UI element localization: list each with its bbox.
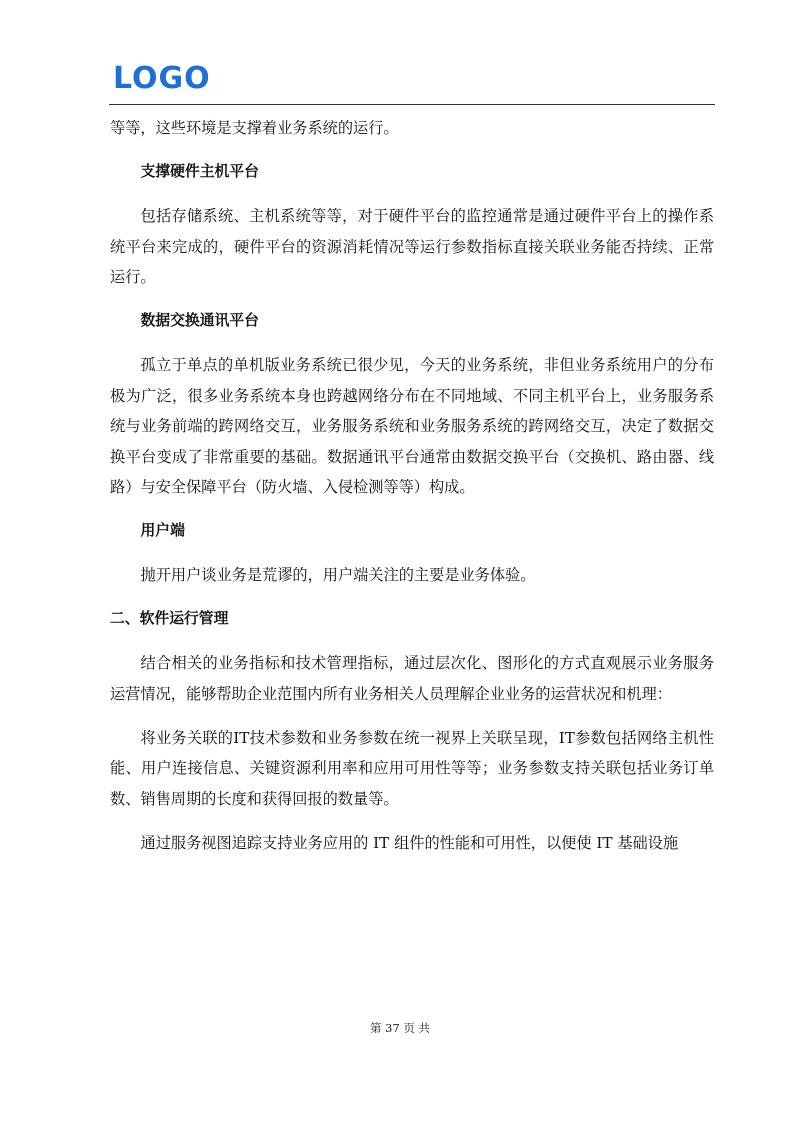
body-paragraph: 结合相关的业务指标和技术管理指标，通过层次化、图形化的方式直观展示业务服务运营情况，能够帮助企业范围内所有业务相关人员理解企业业务的运营状况和机理： [110,654,714,703]
header-divider [109,104,715,105]
body-paragraph: 通过服务视图追踪支持业务应用的 IT 组件的性能和可用性，以便使 IT 基础设施 [140,833,679,852]
section-heading: 二、软件运行管理 [110,610,229,627]
body-paragraph: 孤立于单点的单机版业务系统已很少见，今天的业务系统，非但业务系统用户的分布极为广泛，很多业务系统本身也跨越网络分布在不同地域、不同主机平台上，业务服务系统与业务前端的跨网络交互，业务服务系统和业务服务系统的跨网络交互，决定了数据交换平台变成了非常重要的基础。数据通讯平台通常由数据交换平台（交换机、路由器、线路）与安全保障平台（防火墙、入侵检测等等）构成。 [110,356,714,496]
document-body [110,113,714,858]
section-heading: 用户端 [140,522,185,539]
section-heading: 支撑硬件主机平台 [140,163,259,180]
body-paragraph: 包括存储系统、主机系统等等，对于硬件平台的监控通常是通过硬件平台上的操作系统平台来完成的，硬件平台的资源消耗情况等运行参数指标直接关联业务能否持续、正常运行。 [110,207,714,286]
body-paragraph: 将业务关联的IT技术参数和业务参数在统一视界上关联呈现，IT参数包括网络主机性能、用户连接信息、关键资源利用率和应用可用性等等；业务参数支持关联包括业务订单数、销售周期的长度和获得回报的数量等。 [110,728,714,808]
page-footer: 第 37 页 共 [369,1021,431,1035]
body-paragraph: 抛开用户谈业务是荒谬的，用户端关注的主要是业务体验。 [140,566,536,584]
section-heading: 数据交换通讯平台 [140,312,259,329]
body-paragraph: 等等，这些环境是支撑着业务系统的运行。 [110,119,399,137]
logo: LOGO [113,61,211,96]
